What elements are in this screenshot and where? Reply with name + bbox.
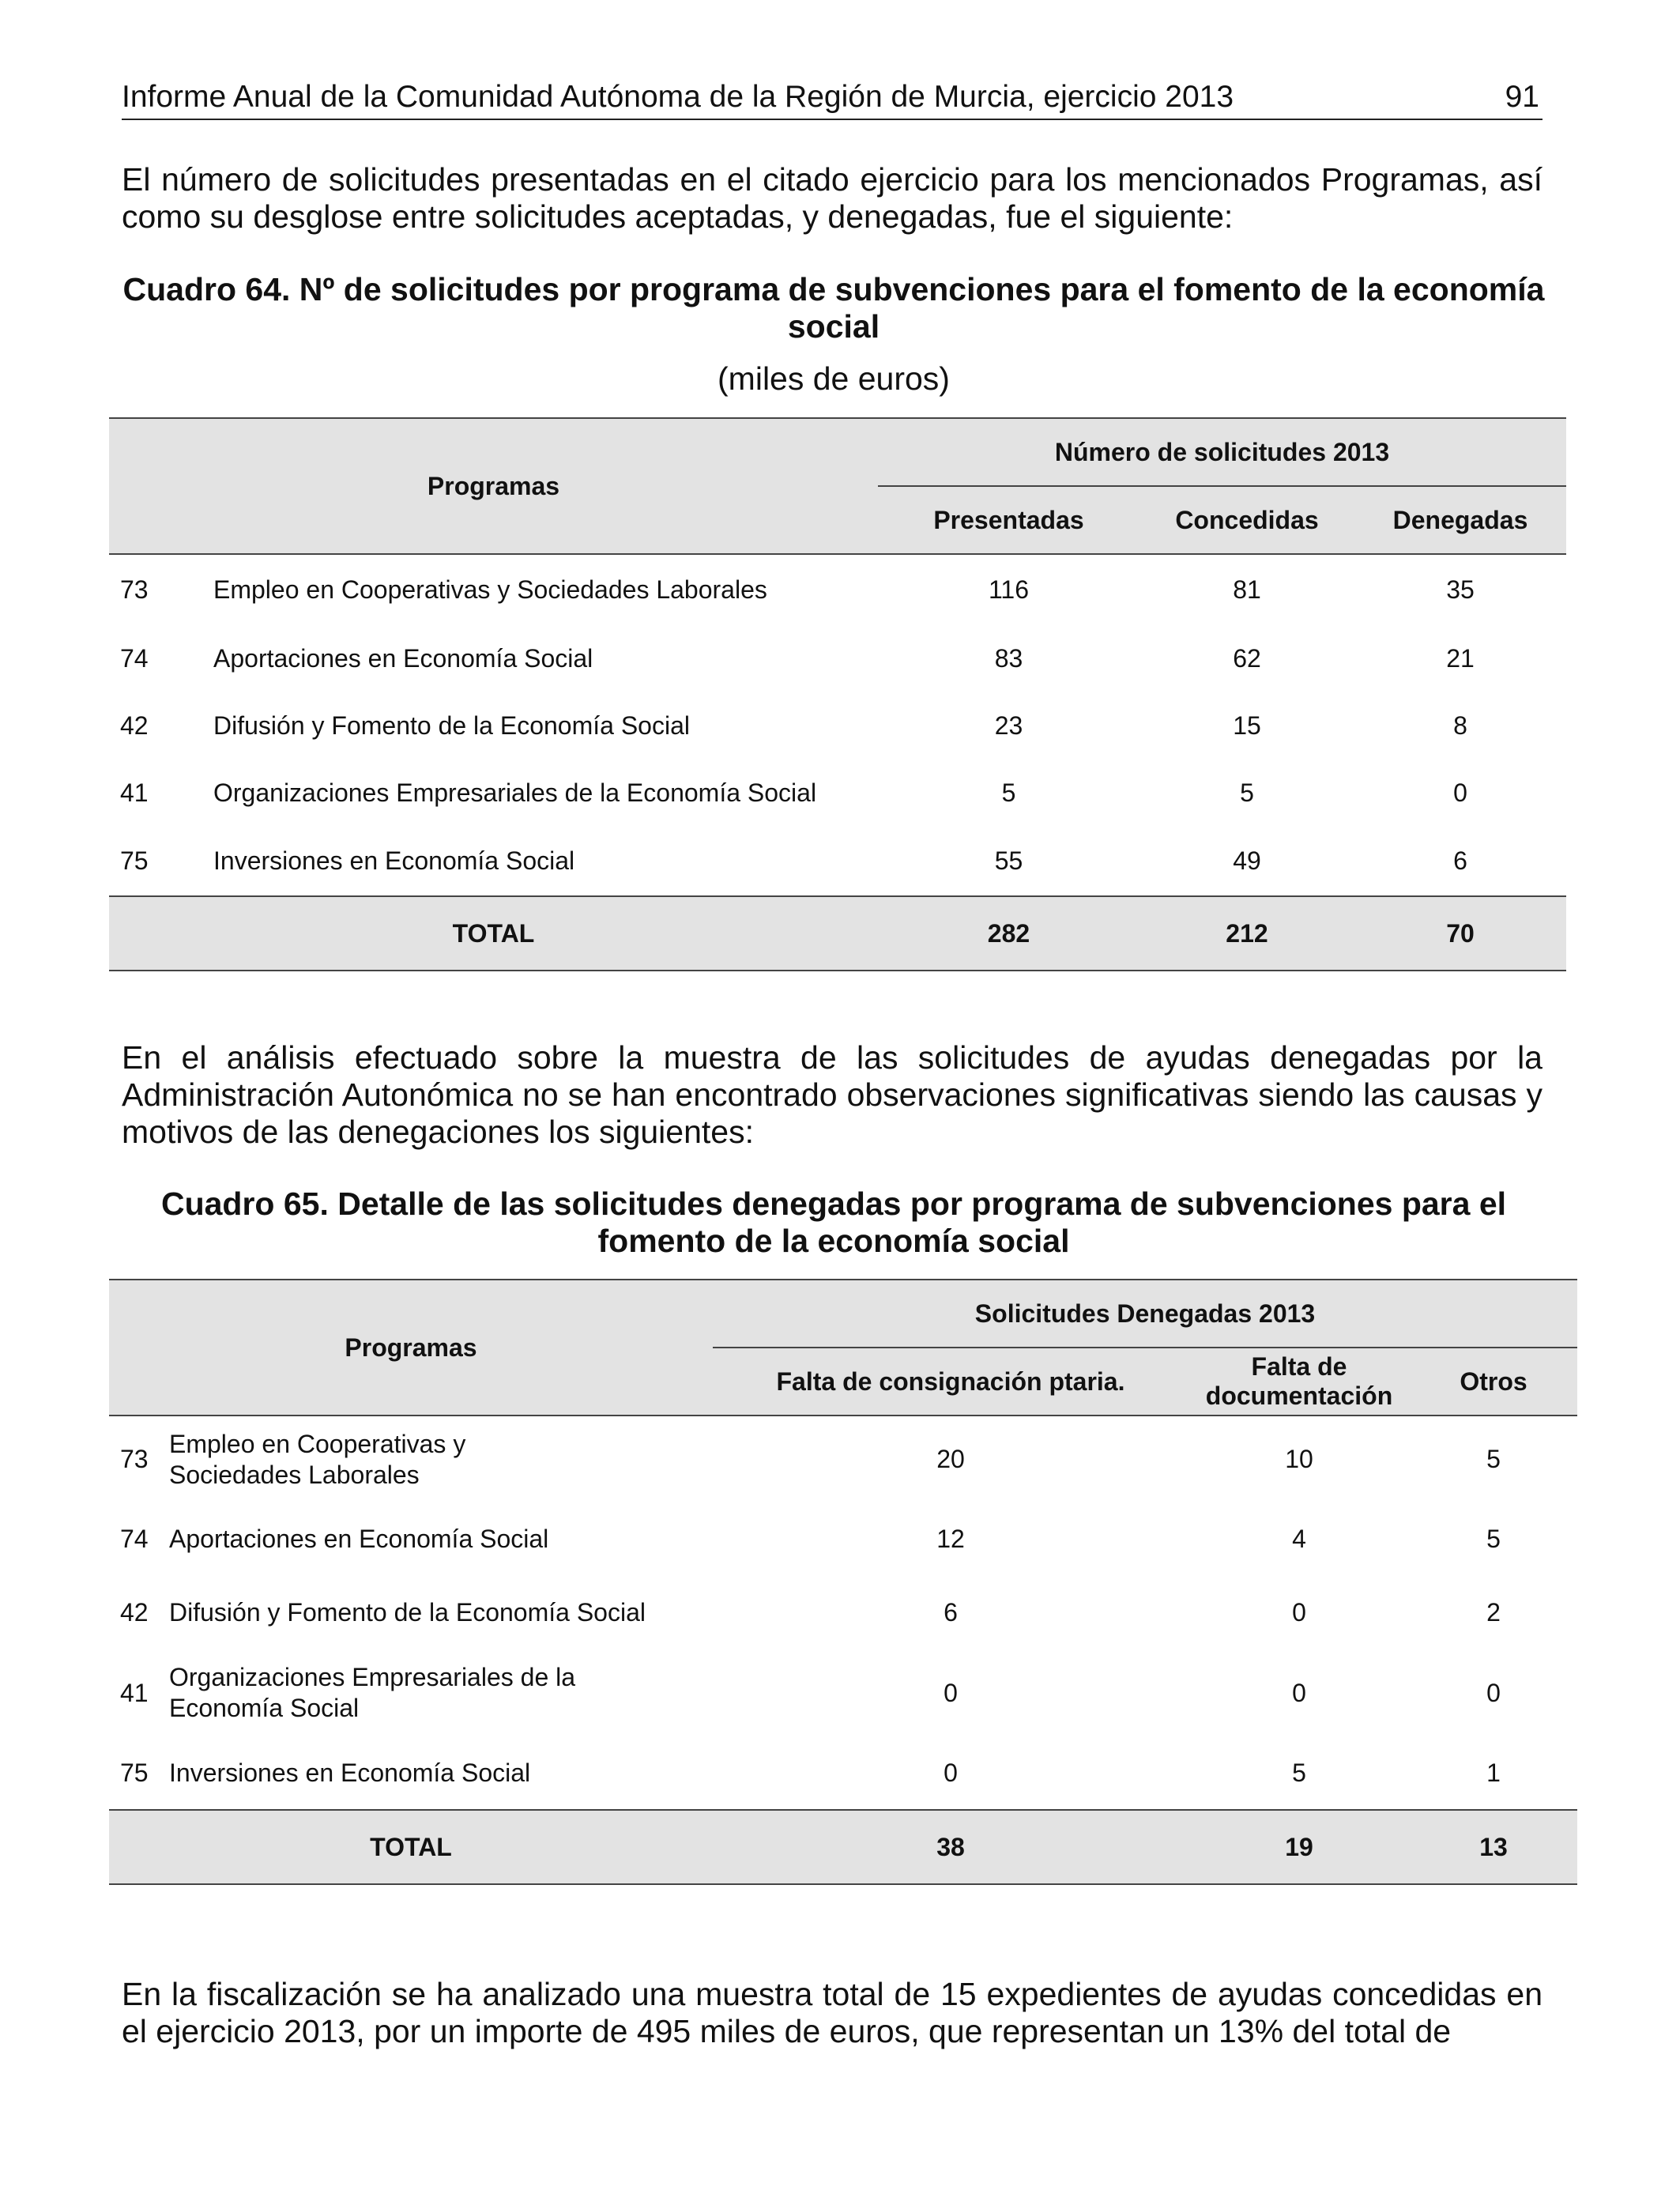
program-name: Organizaciones Empresariales de la Economía Social <box>213 778 817 807</box>
cell-value: 116 <box>988 575 1029 604</box>
analysis-paragraph: En el análisis efectuado sobre la muestra de las solicitudes de ayudas denegadas por la Administración Autonómica no se han encontrado observaciones significativas siendo las causas y motivos de las denegaciones los siguientes: <box>122 1039 1543 1150</box>
cell-value: 62 <box>1233 644 1261 673</box>
cell-value: 5 <box>1486 1525 1501 1553</box>
cell-value: 0 <box>1292 1678 1306 1707</box>
header-col: Falta de documentación <box>1188 1348 1410 1416</box>
table2-caption: Cuadro 65. Detalle de las solicitudes denegadas por programa de subvenciones para el fomento de la economía social <box>160 1186 1507 1259</box>
program-code: 42 <box>120 711 149 740</box>
solicitudes-table <box>109 417 1566 971</box>
program-code: 41 <box>120 1678 149 1707</box>
total-value: 38 <box>713 1810 1188 1884</box>
total-value: 19 <box>1188 1810 1410 1884</box>
total-row <box>109 1810 1577 1884</box>
page-header <box>122 76 1543 120</box>
header-col: Concedidas <box>1139 486 1354 554</box>
cell-value: 15 <box>1233 711 1261 740</box>
page-number: 91 <box>1505 80 1539 114</box>
table-row <box>109 1649 1577 1736</box>
total-value: 212 <box>1139 896 1354 971</box>
program-code: 75 <box>120 846 149 875</box>
program-code: 74 <box>120 1525 149 1553</box>
cell-value: 0 <box>1453 778 1467 807</box>
program-code: 74 <box>120 644 149 673</box>
total-value: 282 <box>878 896 1139 971</box>
header-col: Presentadas <box>878 486 1139 554</box>
cell-value: 8 <box>1453 711 1467 740</box>
header-programas: Programas <box>109 1280 713 1416</box>
cell-value: 49 <box>1233 846 1261 875</box>
cell-value: 5 <box>1001 778 1016 807</box>
program-code: 41 <box>120 778 149 807</box>
cell-value: 4 <box>1292 1525 1306 1553</box>
program-code: 42 <box>120 1598 149 1627</box>
total-value: 70 <box>1354 896 1566 971</box>
header-title: Informe Anual de la Comunidad Autónoma de la Región de Murcia, ejercicio 2013 <box>122 80 1234 114</box>
table-row <box>109 1502 1577 1576</box>
header-col: Denegadas <box>1354 486 1566 554</box>
total-row <box>109 896 1566 971</box>
header-group: Número de solicitudes 2013 <box>878 418 1566 486</box>
table-row <box>109 827 1566 896</box>
closing-paragraph: En la fiscalización se ha analizado una muestra total de 15 expedientes de ayudas concedidas en el ejercicio 2013, por un importe de 495 miles de euros, que representan un 13% del total de <box>122 1976 1543 2049</box>
intro-paragraph: El número de solicitudes presentadas en el citado ejercicio para los mencionados Programas, así como su desglose entre solicitudes aceptadas, y denegadas, fue el siguiente: <box>122 161 1543 235</box>
cell-value: 5 <box>1240 778 1254 807</box>
table-row <box>109 1736 1577 1810</box>
cell-value: 5 <box>1292 1758 1306 1787</box>
table-row <box>109 692 1566 760</box>
program-name: Aportaciones en Economía Social <box>213 644 593 673</box>
denegadas-table <box>109 1279 1577 1885</box>
cell-value: 23 <box>994 711 1023 740</box>
header-col: Otros <box>1410 1348 1577 1416</box>
cell-value: 5 <box>1486 1445 1501 1473</box>
total-label: TOTAL <box>109 1810 713 1884</box>
program-code: 73 <box>120 575 149 604</box>
header-col: Falta de consignación ptaria. <box>713 1348 1188 1416</box>
cell-value: 6 <box>944 1598 958 1627</box>
cell-value: 6 <box>1453 846 1467 875</box>
cell-value: 83 <box>994 644 1023 673</box>
program-name: Inversiones en Economía Social <box>213 846 575 875</box>
program-code: 73 <box>120 1445 149 1473</box>
cell-value: 2 <box>1486 1598 1501 1627</box>
cell-value: 20 <box>936 1445 965 1473</box>
cell-value: 10 <box>1285 1445 1313 1473</box>
program-name: Aportaciones en Economía Social <box>169 1525 549 1553</box>
cell-value: 1 <box>1486 1758 1501 1787</box>
cell-value: 0 <box>1486 1678 1501 1707</box>
program-name: Difusión y Fomento de la Economía Social <box>169 1598 646 1627</box>
table1-caption: Cuadro 64. Nº de solicitudes por programa de subvenciones para el fomento de la economía social <box>122 271 1545 345</box>
table-row <box>109 760 1566 827</box>
program-name: Organizaciones Empresariales de la Economía Social <box>169 1663 576 1722</box>
header-group: Solicitudes Denegadas 2013 <box>713 1280 1577 1348</box>
table-row <box>109 1416 1577 1502</box>
table1-subcaption: (miles de euros) <box>718 360 950 397</box>
cell-value: 0 <box>944 1678 958 1707</box>
table-row <box>109 554 1566 625</box>
cell-value: 12 <box>936 1525 965 1553</box>
cell-value: 35 <box>1446 575 1475 604</box>
program-name: Inversiones en Economía Social <box>169 1758 531 1787</box>
cell-value: 0 <box>1292 1598 1306 1627</box>
header-programas: Programas <box>109 418 878 554</box>
table-row <box>109 625 1566 692</box>
table-row <box>109 1576 1577 1649</box>
cell-value: 21 <box>1446 644 1475 673</box>
program-code: 75 <box>120 1758 149 1787</box>
program-name: Difusión y Fomento de la Economía Social <box>213 711 690 740</box>
cell-value: 81 <box>1233 575 1261 604</box>
total-value: 13 <box>1410 1810 1577 1884</box>
total-label: TOTAL <box>109 896 878 971</box>
cell-value: 0 <box>944 1758 958 1787</box>
program-name: Empleo en Cooperativas y Sociedades Laborales <box>169 1429 466 1489</box>
cell-value: 55 <box>994 846 1023 875</box>
program-name: Empleo en Cooperativas y Sociedades Laborales <box>213 575 767 604</box>
